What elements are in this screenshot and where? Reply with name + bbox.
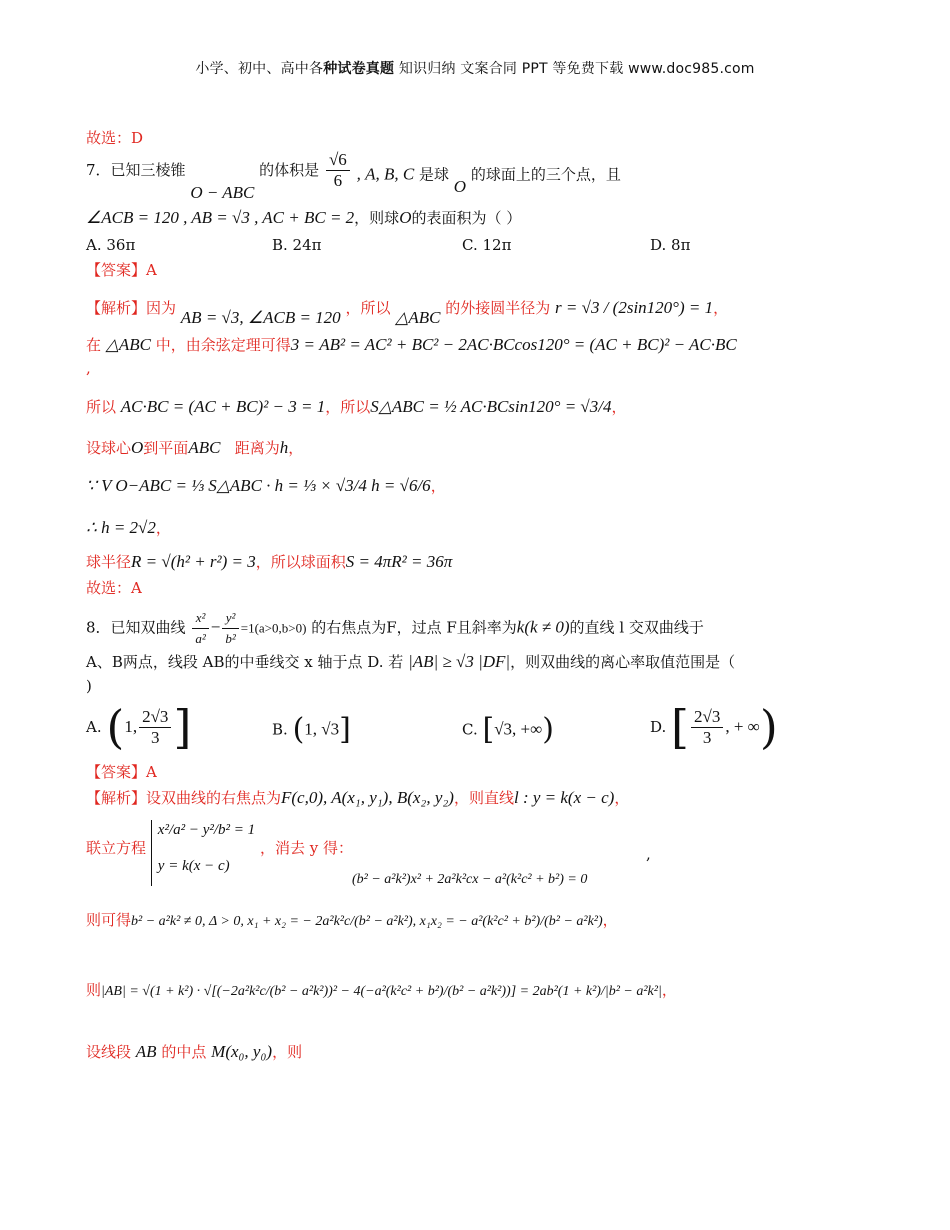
q7-analysis-given: AB = √3, ∠ACB = 120 [180,308,341,327]
q7-analysis-line1: 【解析】因为 AB = √3, ∠ACB = 120 ，所以 △ABC 的外接圆半径为 r = √3 / (2sin120°) = 1， [86,298,729,327]
q8-option-d-label: D. [650,718,667,736]
q8-quadratic: (b² − a²k²)x² + 2a²k²cx − a²(k²c² + b²) = 0 [352,872,588,887]
q7-ball2: O [399,208,412,227]
q8-analysis-line1: 【解析】设双曲线的右焦点为F(c,0), A(x₁, y₁), B(x₂, y₂)，则直线l : y = k(x − c)， [86,788,630,807]
q7-analysis-area-value: S = 4πR² = 36π [345,552,453,571]
header-text-1: 小学、初中、高中各 [195,61,324,77]
q7-analysis-line6: ∴ h = 2√2， [86,518,171,537]
q7-stem-text-c: 是球 [418,165,449,184]
q7-analysis-center: 设球心 [86,439,132,457]
q7-pyramid: O − ABC [190,182,255,202]
q7-analysis-comma: , [86,359,91,377]
q7-analysis-line4: 设球心O到平面ABC 距离为h， [86,438,304,457]
q7-final: 故选：A [86,579,142,597]
q7-analysis-in: 在 [86,336,102,354]
q8-option-c[interactable]: C. [√3, +∞) [462,712,554,747]
q8-stem1c: 的直线 l 交双曲线于 [569,618,704,637]
q8-stem2: A、B两点，线段 AB的中垂线交 x 轴于点 D. 若 [86,653,404,671]
q7-volume-num: √6 [326,150,350,171]
q8-option-a-label: A. [86,718,102,736]
q7-stem2: ，则球 [354,209,400,227]
q8-hyperbola-y: $\frac{\text{y²}}{\text{b²}}$ [222,608,238,649]
q7-volume-fraction [326,150,350,191]
q7-analysis-h: h [279,438,289,457]
q7-stem-line1 [86,150,621,202]
q7-ball: O [453,176,467,196]
q7-analysis-triangle: △ABC [395,308,441,327]
q8-stem-line3: ) [86,677,92,695]
q7-analysis-so2: 所以 [86,398,117,416]
q7-option-a[interactable]: A. 36π [86,236,136,254]
q8-option-b-label: B. [272,720,288,739]
q8-analysis-line4: 则|AB| = √(1 + k²) · √[(−2a²k²c/(b² − a²k²))² − 4(−a²(k²c² + b²)/(b² − a²k²))] = 2ab²(1 + k²)/|b² − a²k²|， [86,981,677,999]
q7-analysis-line7 [86,552,452,572]
q7-analysis-cosine: 中，由余弦定理可得 [155,336,291,354]
q8-option-d[interactable]: D. [ $\frac{2√3}{3}$ , + ∞) [650,700,778,754]
q8-chord: 则 [86,981,102,999]
q7-analysis-cosine-eq: 3 = AB² = AC² + BC² − 2AC·BCcos120° = (AC + BC)² − AC·BC [290,335,737,354]
q7-stem-text-d: 的球面上的三个点，且 [470,165,621,184]
q7-analysis-volume: ∵ V O−ABC = ⅓ S△ABC · h = ⅓ × √3/4 h = √6/6 [86,476,431,495]
page-header [0,58,950,78]
q7-analysis-o: O [131,438,144,457]
q7-stem-line2 [86,208,521,228]
q7-points: , A, B, C [356,164,415,184]
q7-analysis-r-value: R = √(h² + r²) = 3 [131,552,256,571]
q7-option-b[interactable]: B. 24π [272,236,322,254]
q8-hyperbola-x: $\frac{\text{x²}}{\text{a²}}$ [192,608,208,649]
q8-option-b[interactable]: B. (1, √3] [272,712,351,747]
q7-analysis-line5: ∵ V O−ABC = ⅓ S△ABC · h = ⅓ × √3/4 h = √6/6， [86,476,446,495]
header-text-3: 知识归纳 文案合同 PPT 等免费下载 www.doc985.com [394,61,755,77]
q7-analysis-dist: 距离为 [234,439,280,457]
q8-stem-line1: 8．已知双曲线 $\frac{\text{x²}}{\text{a²}}$ − $\frac{\text{y²}}{\text{b²}}$ =1(a>0,b>0) 的右焦点为F，过点 F且斜率为k(k ≠ 0)的直线 l 交双曲线于 [86,608,704,644]
q8-analysis-line: ，则直线 [453,789,514,807]
q7-analysis-line2 [86,335,737,355]
q7-analysis-h-value: ∴ h = 2√2 [86,518,156,537]
q7-conditions: ∠ACB = 120 , AB = √3 , AC + BC = 2 [86,208,355,227]
q8-stem1b: 的右焦点为F，过点 F且斜率为 [311,618,517,637]
q7-volume-den: 6 [333,171,343,190]
q8-stem2b: ，则双曲线的离心率取值范围是（ [510,653,736,671]
q7-analysis-area-text: ，所以球面积 [255,553,346,571]
header-text-2: 种试卷真题 [323,61,395,77]
q8-option-a[interactable]: A. (1, $\frac{2√3}{3}$ ] [86,700,192,754]
q8-midpoint: 的中点 [161,1043,207,1061]
q7-stem2b: 的表面积为（ ） [411,209,522,227]
q8-quadratic-comma: , [646,845,651,863]
q7-analysis-so: ，所以 [345,299,391,317]
q7-stem-text: 7．已知三棱锥 [86,161,186,179]
q7-analysis-line3: 所以 AC·BC = (AC + BC)² − 3 = 1，所以S△ABC = ½ AC·BCsin120° = √3/4， [86,397,627,416]
q8-option-c-label: C. [462,720,478,739]
q8-analysis-line2: 联立方程 x²/a² − y²/b² = 1 y = k(x − c) ，消去 y 得： [86,820,353,890]
q7-option-d[interactable]: D. 8π [650,236,691,254]
q7-stem-text-b: 的体积是 [259,161,320,179]
q7-analysis-triangle2: △ABC [105,335,151,354]
q8-eliminate-y: ，消去 y 得： [259,839,353,857]
q7-analysis-area: S△ABC = ½ AC·BCsin120° = √3/4 [370,397,612,416]
q7-analysis-abc: ABC [188,438,221,457]
q7-analysis-radius: r = √3 / (2sin120°) = 1 [555,298,714,317]
q8-analysis-line5: 设线段 AB 的中点 M(x₀, y₀)，则 [86,1042,303,1061]
q8-answer: 【答案】A [86,763,157,781]
q8-stem1: 8．已知双曲线 [86,618,186,637]
q8-then: 则可得 [86,911,132,929]
q8-segment: 设线段 [86,1043,132,1061]
q8-stem-line2: A、B两点，线段 AB的中垂线交 x 轴于点 D. 若 |AB| ≥ √3 |DF|，则双曲线的离心率取值范围是（ [86,652,736,671]
q7-analysis-plane: 到平面 [143,439,189,457]
q7-analysis-product: AC·BC = (AC + BC)² − 3 = 1 [120,397,326,416]
q7-analysis-lead: 【解析】因为 [86,299,177,317]
q7-analysis-circum: 的外接圆半径为 [445,299,551,317]
q7-analysis-sphere-r: 球半径 [86,553,132,571]
q8-system-label: 联立方程 [86,839,147,857]
q7-analysis-so3: ，所以 [325,398,371,416]
q7-answer: 【答案】A [86,261,157,279]
q8-analysis-line3: 则可得b² − a²k² ≠ 0, Δ > 0, x₁ + x₂ = − 2a²k²c/(b² − a²k²), x₁x₂ = − a²(k²c² + b²)/(b² − a²k²)， [86,911,618,929]
q8-then2: ，则 [272,1043,303,1061]
q8-analysis-lead: 【解析】设双曲线的右焦点为 [86,789,282,807]
previous-answer: 故选：D [86,129,144,147]
q7-option-c[interactable]: C. 12π [462,236,512,254]
